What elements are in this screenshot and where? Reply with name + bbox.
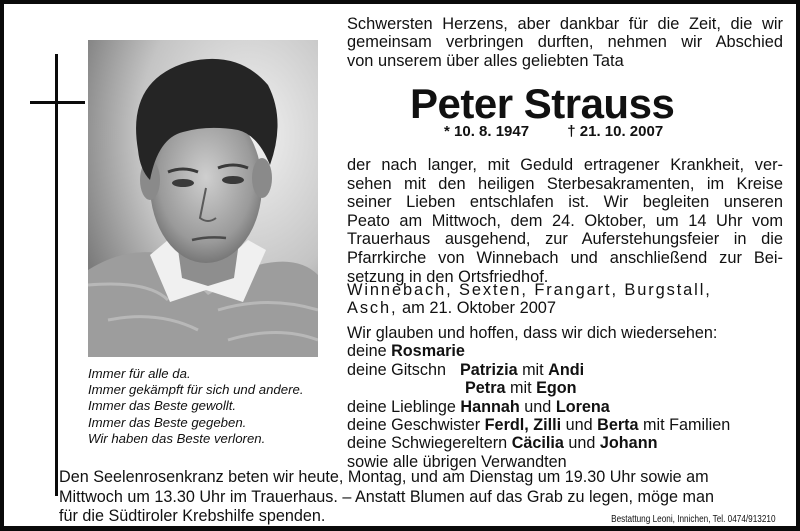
mourner-name: Ferdl, Zilli — [484, 416, 562, 435]
relation-label: deine Schwiegereltern — [347, 434, 512, 453]
portrait-illustration — [88, 40, 318, 357]
mourner-name: Andi — [548, 360, 585, 379]
birth-date: * 10. 8. 1947 — [444, 123, 530, 140]
mourner-name: Egon — [536, 379, 577, 398]
poem-line: Immer das Beste gewollt. — [88, 398, 237, 414]
deceased-name: Peter Strauss — [410, 80, 675, 127]
connector: mit Familien — [638, 416, 731, 435]
body-line: Pfarrkirche von Winnebach und anschließend zur Bei- — [347, 248, 783, 267]
mourner-name: Johann — [599, 434, 658, 453]
mourner-name: Rosmarie — [391, 342, 465, 361]
intro-text — [347, 15, 783, 70]
mourners-list — [347, 324, 787, 471]
undertaker-credit: Bestattung Leoni, Innichen, Tel. 0474/913210 — [611, 514, 776, 525]
poem-line: Wir haben das Beste verloren. — [88, 430, 266, 446]
mourner-others: sowie alle übrigen Verwandten — [347, 452, 567, 471]
poem-line: Immer gekämpft für sich und andere. — [88, 382, 304, 398]
body-line: setzung in den Ortsfriedhof. — [347, 267, 549, 286]
mourner-children — [347, 361, 787, 379]
body-line: sehen mit den heiligen Sterbesakramenten, im Kreise — [347, 174, 783, 193]
connector: und — [519, 397, 556, 416]
date-line — [347, 299, 783, 317]
closing-line: Mittwoch um 13.30 Uhr im Trauerhaus. – Anstatt Blumen auf das Grab zu legen, möge man — [59, 487, 715, 506]
places-and-date — [347, 281, 783, 318]
body-line: der nach langer, mit Geduld ertragener Krankheit, ver- — [347, 156, 783, 174]
mourner-name: Petra — [465, 379, 506, 398]
funeral-details — [347, 156, 783, 286]
connector: und — [561, 416, 598, 435]
mourners-intro: Wir glauben und hoffen, dass wir dich wiedersehen: — [347, 324, 718, 342]
mourner-name: Lorena — [555, 397, 610, 416]
relation-label: deine Gitschn — [347, 360, 446, 379]
mourner-name: Patrizia — [459, 360, 518, 379]
intro-line: Schwersten Herzens, aber dankbar für die Zeit, die wir — [347, 15, 783, 33]
poem-line: Immer das Beste gegeben. — [88, 414, 247, 430]
connector: mit — [517, 360, 549, 379]
notice-date: am 21. Oktober 2007 — [397, 299, 557, 318]
places-line: Winnebach, Sexten, Frangart, Burgstall, — [347, 281, 712, 299]
relation-label: deine — [347, 342, 392, 361]
cross-icon-vertical — [55, 54, 58, 496]
mourner-grandchildren — [347, 398, 787, 416]
life-dates — [444, 123, 663, 140]
mourner-inlaws — [347, 434, 787, 452]
cross-icon-horizontal — [30, 101, 85, 104]
connector: und — [563, 434, 600, 453]
connector: mit — [505, 379, 537, 398]
death-date: † 21. 10. 2007 — [567, 123, 664, 140]
memorial-poem — [88, 366, 348, 447]
relation-label: deine Geschwister — [347, 416, 485, 435]
body-line: seiner Lieben entschlafen ist. Wir begleiten unseren — [347, 193, 783, 212]
mourner-wife — [347, 342, 787, 360]
body-line: Trauerhaus ausgehend, zur Auferstehungsfeier in die — [347, 230, 783, 249]
closing-line: für die Südtiroler Krebshilfe spenden. — [59, 507, 326, 526]
mourner-name: Berta — [597, 416, 639, 435]
intro-line: gemeinsam verbringen durften, nehmen wir Abschied — [347, 33, 783, 52]
mourner-name: Hannah — [460, 397, 520, 416]
intro-line: von unserem über alles geliebten Tata — [347, 51, 624, 70]
relation-label: deine Lieblinge — [347, 397, 461, 416]
mourner-children-2 — [347, 379, 787, 397]
mourner-name: Cäcilia — [511, 434, 564, 453]
body-line: Peato am Mittwoch, dem 24. Oktober, um 14 Uhr vom — [347, 211, 783, 230]
portrait-photo — [88, 40, 318, 357]
mourner-siblings — [347, 416, 787, 434]
closing-line: Den Seelenrosenkranz beten wir heute, Montag, und am Dienstag um 19.30 Uhr sowie am — [59, 468, 709, 486]
place-asch: Asch, — [347, 299, 398, 318]
poem-line: Immer für alle da. — [88, 366, 191, 381]
